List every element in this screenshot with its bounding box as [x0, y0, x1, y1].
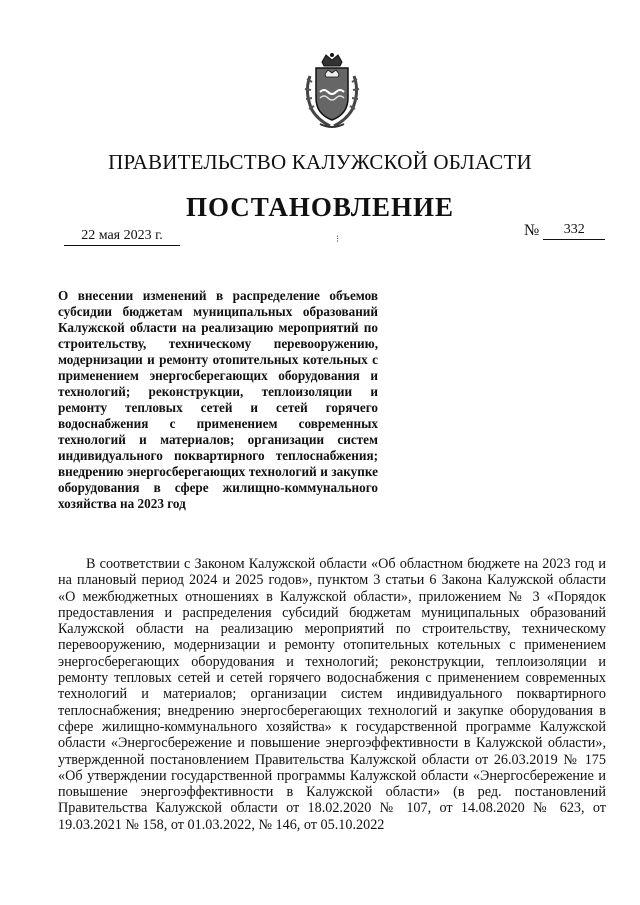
- kaluga-coat-of-arms-icon: [300, 52, 364, 132]
- number-value: 332: [543, 222, 605, 240]
- document-subject: О внесении изменений в распределение объемов субсидии бюджетам муниципальных образований Калужской области на реализацию мероприятий по строительству, техническому перевооружению, модернизации и ремонту отопительных котельных с применением энергосберегающих оборудования и технологий; реконструкции, теплоизоляции и ремонту тепловых сетей и сетей горячего водоснабжения с применением современных технологий и материалов; организации систем индивидуального поквартирного теплоснабжения; внедрению энергосберегающих технологий и закупке оборудования в сфере жилищно-коммунального хозяйства на 2023 год: [58, 288, 378, 511]
- document-type-title: ПОСТАНОВЛЕНИЕ: [185, 192, 455, 222]
- number-label: №: [524, 222, 540, 239]
- document-number: [524, 222, 605, 240]
- body-paragraph: В соответствии с Законом Калужской области «Об областном бюджете на 2023 год и на плановый период 2024 и 2025 годов», пунктом 3 статьи 6 Закона Калужской области «О межбюджетных отношениях в Калужской области», приложением № 3 «Порядок предоставления и распределения субсидий бюджетам муниципальных образований Калужской области на реализацию мероприятий по строительству, техническому перевооружению, модернизации и ремонту отопительных котельных с применением энергосберегающих оборудования и технологий; реконструкции, теплоизоляции и ремонту тепловых сетей и сетей горячего водоснабжения с применением современных технологий и материалов; организации систем индивидуального поквартирного теплоснабжения; внедрению энергосберегающих технологий и закупке оборудования в сфере жилищно-коммунального хозяйства» к государственной программе Калужской области «Энергосбережение и повышение энергоэффективности в Калужской области», утвержденной постановлением Правительства Калужской области от 26.03.2019 № 175 «Об утверждении государственной программы Калужской области «Энергосбережение и повышение энергоэффективности в Калужской области» (в ред. постановлений Правительства Калужской области от 18.02.2020 № 107, от 14.08.2020 № 623, от 19.03.2021 № 158, от 01.03.2022, № 146, от 05.10.2022: [58, 556, 606, 833]
- scan-mark: ⁝: [336, 234, 340, 245]
- document-date: 22 мая 2023 г.: [64, 228, 180, 246]
- issuing-authority: ПРАВИТЕЛЬСТВО КАЛУЖСКОЙ ОБЛАСТИ: [108, 150, 532, 174]
